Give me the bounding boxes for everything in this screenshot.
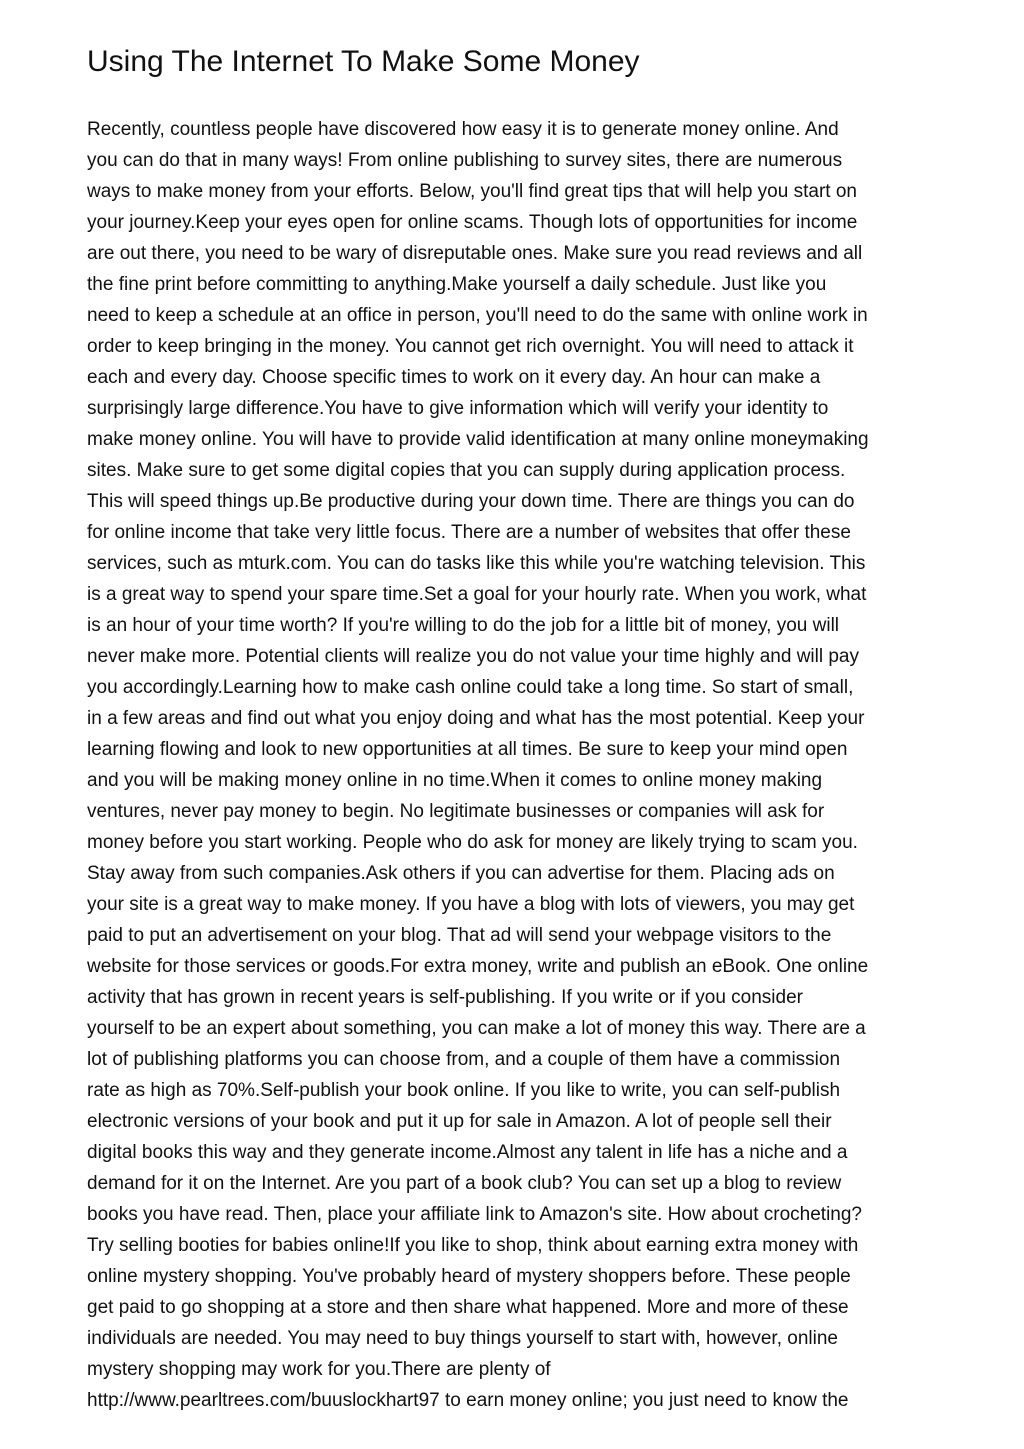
body-text-line: money before you start working. People who do ask for money are likely trying to scam you. [87, 832, 858, 853]
document-title: Using The Internet To Make Some Money [87, 45, 640, 78]
body-text-line: paid to put an advertisement on your blog. That ad will send your webpage visitors to the [87, 925, 832, 946]
body-text-line: lot of publishing platforms you can choose from, and a couple of them have a commission [87, 1049, 841, 1070]
body-text-line: the fine print before committing to anything.Make yourself a daily schedule. Just like you [87, 274, 827, 295]
document-body [87, 114, 947, 1416]
body-text-line: your site is a great way to make money. If you have a blog with lots of viewers, you may get [87, 894, 855, 915]
body-text-line: books you have read. Then, place your affiliate link to Amazon's site. How about crocheting? [87, 1204, 862, 1225]
body-text-line: yourself to be an expert about something, you can make a lot of money this way. There are a [87, 1018, 866, 1039]
body-text-line: is an hour of your time worth? If you're willing to do the job for a little bit of money, you will [87, 615, 840, 636]
body-text-line: each and every day. Choose specific times to work on it every day. An hour can make a [87, 367, 821, 388]
body-text-line: need to keep a schedule at an office in person, you'll need to do the same with online work in [87, 305, 868, 326]
body-text-line: are out there, you need to be wary of disreputable ones. Make sure you read reviews and all [87, 243, 863, 264]
body-text-line: services, such as mturk.com. You can do tasks like this while you're watching television. This [87, 553, 866, 574]
body-text-line: for online income that take very little focus. There are a number of websites that offer these [87, 522, 851, 543]
body-text-line: http://www.pearltrees.com/buuslockhart97 to earn money online; you just need to know the [87, 1390, 849, 1411]
body-text-line: never make more. Potential clients will realize you do not value your time highly and will pay [87, 646, 859, 667]
body-text-line: Try selling booties for babies online!If you like to shop, think about earning extra money with [87, 1235, 859, 1256]
body-text-line: Stay away from such companies.Ask others if you can advertise for them. Placing ads on [87, 863, 835, 884]
body-text-line: in a few areas and find out what you enjoy doing and what has the most potential. Keep your [87, 708, 865, 729]
body-text-line: ventures, never pay money to begin. No legitimate businesses or companies will ask for [87, 801, 825, 822]
body-text-line: Recently, countless people have discovered how easy it is to generate money online. And [87, 119, 839, 140]
body-text-line: get paid to go shopping at a store and then share what happened. More and more of these [87, 1297, 849, 1318]
body-text-line: website for those services or goods.For extra money, write and publish an eBook. One online [87, 956, 869, 977]
body-text-line: individuals are needed. You may need to buy things yourself to start with, however, online [87, 1328, 838, 1349]
body-text-line: sites. Make sure to get some digital copies that you can supply during application process. [87, 460, 846, 481]
body-text-line: learning flowing and look to new opportunities at all times. Be sure to keep your mind open [87, 739, 848, 760]
body-text-line: electronic versions of your book and put it up for sale in Amazon. A lot of people sell their [87, 1111, 832, 1132]
body-text-line: rate as high as 70%.Self-publish your book online. If you like to write, you can self-publish [87, 1080, 841, 1101]
body-text-line: your journey.Keep your eyes open for online scams. Though lots of opportunities for income [87, 212, 858, 233]
body-text-line: This will speed things up.Be productive during your down time. There are things you can do [87, 491, 855, 512]
body-text-line: online mystery shopping. You've probably heard of mystery shoppers before. These people [87, 1266, 851, 1287]
body-text-line: mystery shopping may work for you.There are plenty of [87, 1359, 551, 1380]
body-text-line: order to keep bringing in the money. You cannot get rich overnight. You will need to attack it [87, 336, 854, 357]
body-text-line: ways to make money from your efforts. Below, you'll find great tips that will help you start on [87, 181, 857, 202]
body-text-line: demand for it on the Internet. Are you part of a book club? You can set up a blog to review [87, 1173, 842, 1194]
body-text-line: digital books this way and they generate income.Almost any talent in life has a niche and a [87, 1142, 848, 1163]
body-text-line: is a great way to spend your spare time.Set a goal for your hourly rate. When you work, what [87, 584, 867, 605]
body-text-line: surprisingly large difference.You have to give information which will verify your identity to [87, 398, 829, 419]
body-text-line: you can do that in many ways! From online publishing to survey sites, there are numerous [87, 150, 843, 171]
body-text-line: make money online. You will have to provide valid identification at many online moneymaking [87, 429, 869, 450]
body-text-line: you accordingly.Learning how to make cash online could take a long time. So start of small, [87, 677, 854, 698]
body-text-line: and you will be making money online in no time.When it comes to online money making [87, 770, 823, 791]
body-text-line: activity that has grown in recent years is self-publishing. If you write or if you consider [87, 987, 803, 1008]
